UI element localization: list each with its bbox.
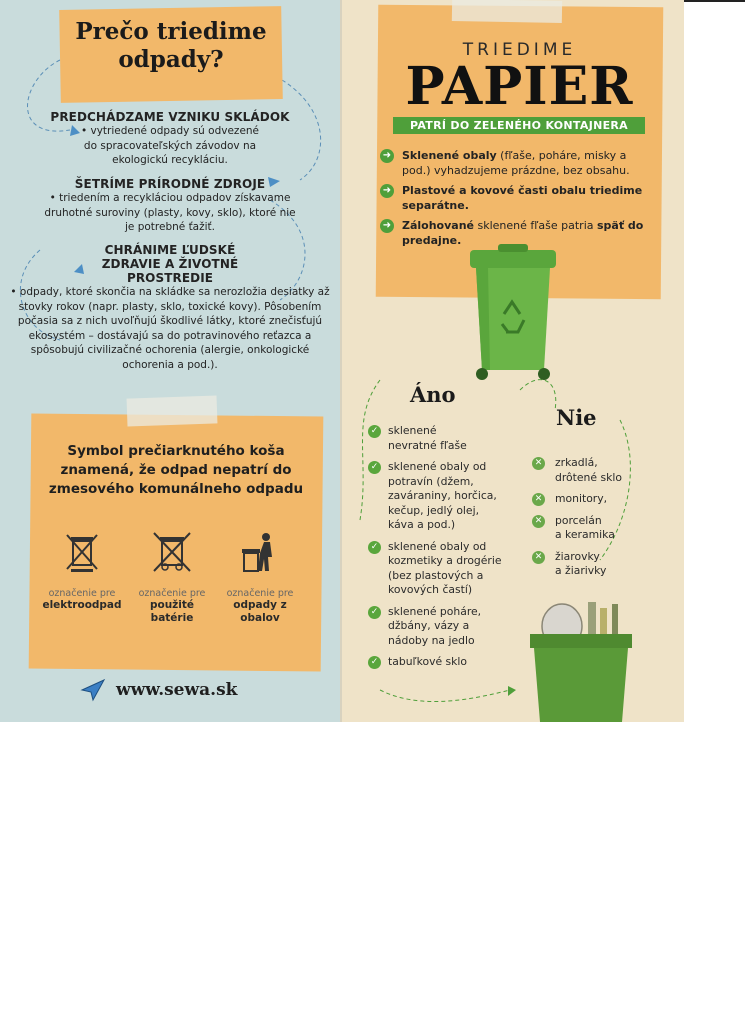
crossed-bin-battery-icon: [127, 530, 217, 574]
website-url[interactable]: www.sewa.sk: [116, 680, 238, 700]
list-item: ✕ zrkadlá, drôtené sklo: [532, 456, 652, 485]
glass-bin-icon: [526, 596, 636, 722]
cross-icon: ✕: [532, 551, 545, 564]
heading-papier: PAPIER: [405, 56, 634, 117]
arrow-right-icon: ➜: [380, 149, 394, 163]
section-heading: ŠETRÍME PRÍRODNÉ ZDROJE: [74, 177, 266, 191]
symbol-caption-packaging: označenie pre odpady z obalov: [226, 588, 294, 624]
tape: [127, 395, 218, 426]
symbol-title: Symbol prečiarknutého koša znamená, že odpad nepatrí do zmesového komunálneho odpadu: [48, 443, 304, 497]
symbol-caption-electro: označenie pre elektroodpad: [42, 588, 122, 611]
crossed-bin-electro-icon: [37, 530, 127, 574]
check-icon: ✓: [368, 656, 381, 669]
list-item: ✕ žiarovky a žiarivky: [532, 550, 652, 579]
section-health: [10, 243, 330, 372]
section-body: • odpady, ktoré skončia na skládke sa nerozložia desiatky až stovky rokov (napr. plasty, sklo, toxické kovy). Pôsobením počasia sa z nich uvoľňujú škodlivé látky, ktoré znečisťujú ekosystém – dostávajú sa do potravinového reťazca a spôsobujú civilizačné ochorenia (alergie, onkologické ochorenia a pod.).: [10, 286, 330, 371]
section-heading: PREDCHÁDZAME VZNIKU SKLÁDOK: [50, 110, 290, 124]
cross-icon: ✕: [532, 515, 545, 528]
tape: [452, 0, 562, 23]
rule-item: ➜ Zálohované sklenené fľaše patria späť do predajne.: [380, 218, 655, 248]
green-bin-recycle-icon: [468, 244, 558, 384]
person-bin-icon: [215, 530, 305, 574]
yes-title: Áno: [410, 382, 456, 407]
rule-item: ➜ Plastové a kovové časti obalu triedime separátne.: [380, 183, 655, 213]
rule-item: ➜ Sklenené obaly (fľaše, poháre, misky a pod.) vyhadzujeme prázdne, bez obsahu.: [380, 148, 655, 178]
symbol-caption-battery: označenie pre použité batérie: [138, 588, 206, 624]
why-title: Prečo triedime odpady?: [75, 18, 267, 73]
scan-edge: [684, 0, 745, 2]
section-heading: CHRÁNIME ĽUDSKÉ ZDRAVIE A ŽIVOTNÉ PROSTREDIE: [101, 243, 239, 285]
list-item: ✕ porcelán a keramika: [532, 514, 652, 543]
website-link[interactable]: [80, 678, 237, 702]
check-icon: ✓: [368, 461, 381, 474]
section-body: • vytriedené odpady sú odvezené do spracovateľských závodov na ekologickú recykláciu.: [80, 125, 260, 166]
list-item: ✓ sklenené nevratné fľaše: [368, 424, 518, 453]
check-icon: ✓: [368, 541, 381, 554]
green-container-banner: PATRÍ DO ZELENÉHO KONTAJNERA: [393, 117, 645, 134]
section-landfill: [10, 110, 330, 168]
check-icon: ✓: [368, 425, 381, 438]
cross-icon: ✕: [532, 457, 545, 470]
yes-list: [368, 424, 518, 677]
arrow-right-icon: ➜: [380, 184, 394, 198]
check-icon: ✓: [368, 606, 381, 619]
list-item: ✓ sklenené obaly od kozmetiky a drogérie (bez plastových a kovových častí): [368, 540, 518, 598]
arrow-right-icon: ➜: [380, 219, 394, 233]
no-title: Nie: [556, 405, 597, 430]
list-item: ✓ tabuľkové sklo: [368, 655, 518, 670]
heading-triedime: TRIEDIME: [462, 40, 577, 60]
section-body: • triedením a recykláciou odpadov získavame druhotné suroviny (plasty, kovy, sklo), ktoré nie je potrebné ťažiť.: [44, 192, 296, 233]
no-list: [532, 456, 652, 586]
cross-icon: ✕: [532, 493, 545, 506]
section-resources: [10, 177, 330, 235]
list-item: ✕ monitory,: [532, 492, 652, 507]
list-item: ✓ sklenené obaly od potravín (džem, zaváraniny, horčica, kečup, jedlý olej, káva a pod.): [368, 460, 518, 533]
cursor-arrow-icon: [80, 678, 106, 702]
list-item: ✓ sklenené poháre, džbány, vázy a nádoby na jedlo: [368, 605, 518, 649]
fold-divider: [340, 0, 342, 722]
